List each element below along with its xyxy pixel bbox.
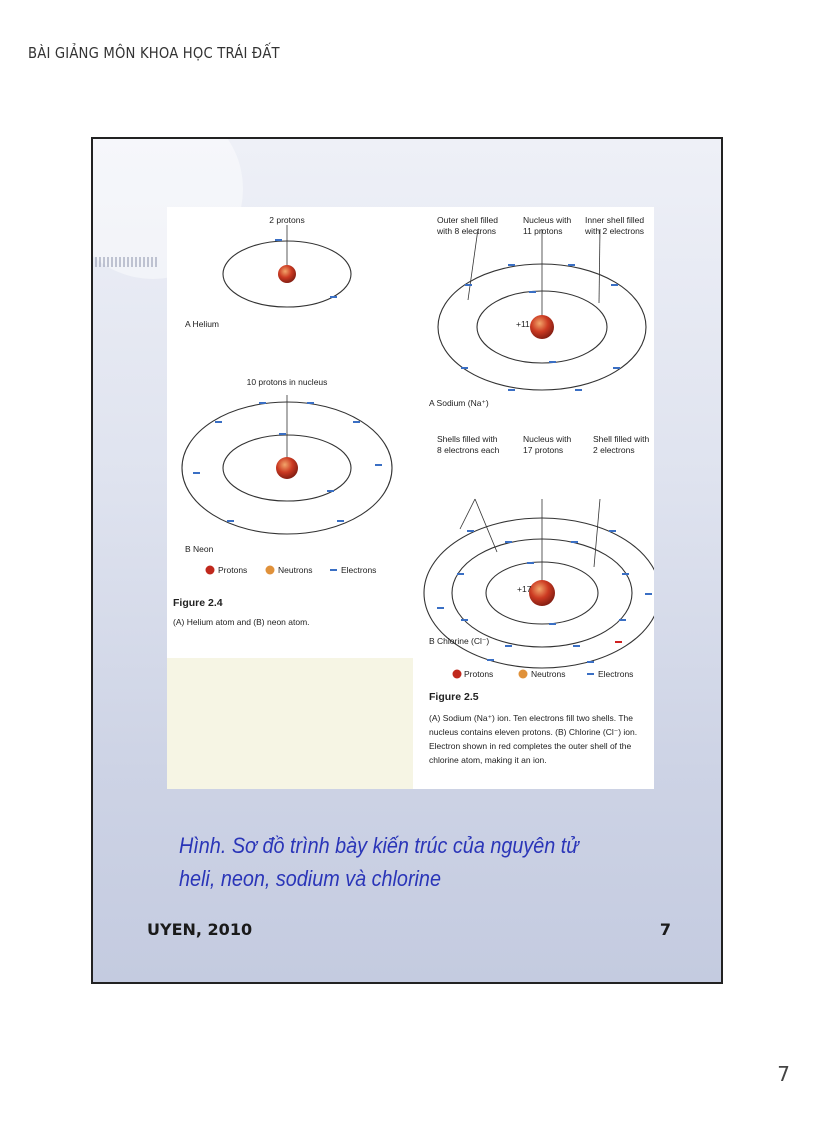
proton-legend-icon: [206, 566, 215, 575]
electron: [575, 389, 582, 391]
electron: [337, 520, 344, 522]
sodium-nucleus-callout: Nucleus with 11 protons: [523, 215, 572, 236]
electron: [437, 607, 444, 609]
proton-legend-icon: [453, 670, 462, 679]
sodium-nucleus: [530, 315, 554, 339]
electron: [193, 472, 200, 474]
legend-protons: Protons: [464, 669, 494, 679]
neutron-legend-icon: [519, 670, 528, 679]
electron: [327, 490, 334, 492]
helium-nucleus: [278, 265, 296, 283]
sodium-label: A Sodium (Na⁺): [429, 398, 489, 408]
helium-atom: [223, 225, 351, 307]
legend-electrons: Electrons: [341, 565, 377, 575]
figure-2-4-title: Figure 2.4: [173, 597, 223, 609]
figure-2-4-caption: (A) Helium atom and (B) neon atom.: [173, 617, 310, 627]
electron-legend-icon: [330, 569, 337, 571]
electron: [227, 520, 234, 522]
electron: [330, 296, 337, 298]
helium-label: A Helium: [185, 319, 220, 329]
electron: [505, 541, 512, 543]
electron: [215, 421, 222, 423]
electron: [622, 573, 629, 575]
electron: [375, 464, 382, 466]
electron: [508, 264, 515, 266]
chlorine-charge: +17: [517, 584, 532, 594]
extra-electron: [615, 641, 622, 643]
page-number: 7: [777, 1062, 790, 1086]
chlorine-label: B Chlorine (Cl⁻): [429, 636, 490, 646]
electron: [465, 284, 472, 286]
sodium-outer-shell-callout: Outer shell filled with 8 electrons: [437, 215, 498, 236]
electron: [571, 541, 578, 543]
document-header: BÀI GIẢNG MÔN KHOA HỌC TRÁI ĐẤT: [28, 44, 280, 62]
chlorine-shell-callout: Shell filled with 2 electrons: [593, 434, 650, 455]
sodium-charge: +11: [516, 319, 530, 329]
atom-figure: [167, 207, 654, 789]
electron: [613, 367, 620, 369]
sodium-atom: [438, 229, 646, 391]
electron: [505, 645, 512, 647]
electron-legend-icon: [587, 673, 594, 675]
neon-callout: 10 protons in nucleus: [246, 377, 328, 387]
electron: [467, 530, 474, 532]
figure-2-5-caption: (A) Sodium (Na⁺) ion. Ten electrons fill two shells. The nucleus contains eleven protons. (B) Chlorine (Cl⁻) ion. Electron shown in red completes the outer shell of the chlorine atom, making it an ion.: [429, 713, 638, 765]
electron: [461, 367, 468, 369]
electron: [275, 239, 282, 241]
legend-protons: Protons: [218, 565, 248, 575]
legend-neutrons: Neutrons: [278, 565, 313, 575]
sodium-inner-shell-callout: Inner shell filled with 2 electrons: [585, 215, 645, 236]
electron: [609, 530, 616, 532]
neutron-legend-icon: [266, 566, 275, 575]
neon-label: B Neon: [185, 544, 214, 554]
chlorine-nucleus: [529, 580, 555, 606]
electron: [259, 402, 266, 404]
atom-diagrams: [167, 207, 654, 789]
slide: [91, 137, 723, 984]
electron: [461, 619, 468, 621]
chlorine-nucleus-callout: Nucleus with 17 protons: [523, 434, 572, 455]
electron: [587, 661, 594, 663]
electron: [611, 284, 618, 286]
electron: [527, 562, 534, 564]
neon-atom: [182, 395, 392, 534]
electron: [353, 421, 360, 423]
slide-number: 7: [659, 920, 671, 939]
chlorine-shells-callout: Shells filled with 8 electrons each: [437, 434, 500, 455]
electron: [549, 361, 556, 363]
neon-nucleus: [276, 457, 298, 479]
electron: [568, 264, 575, 266]
helium-callout: 2 protons: [269, 215, 305, 225]
figure-2-5-title: Figure 2.5: [429, 691, 479, 703]
electron: [645, 593, 652, 595]
electron: [279, 433, 286, 435]
legend-neutrons: Neutrons: [531, 669, 566, 679]
slide-footer-author: UYEN, 2010: [147, 920, 253, 939]
slide-decoration-dots: [91, 257, 157, 267]
legend-electrons: Electrons: [598, 669, 634, 679]
electron: [619, 619, 626, 621]
electron: [573, 645, 580, 647]
electron: [487, 659, 494, 661]
electron: [457, 573, 464, 575]
electron: [307, 402, 314, 404]
electron: [508, 389, 515, 391]
electron: [529, 291, 536, 293]
slide-caption: Hình. Sơ đồ trình bày kiến trúc của nguyên tử heli, neon, sodium và chlorine: [179, 833, 579, 891]
electron: [549, 623, 556, 625]
